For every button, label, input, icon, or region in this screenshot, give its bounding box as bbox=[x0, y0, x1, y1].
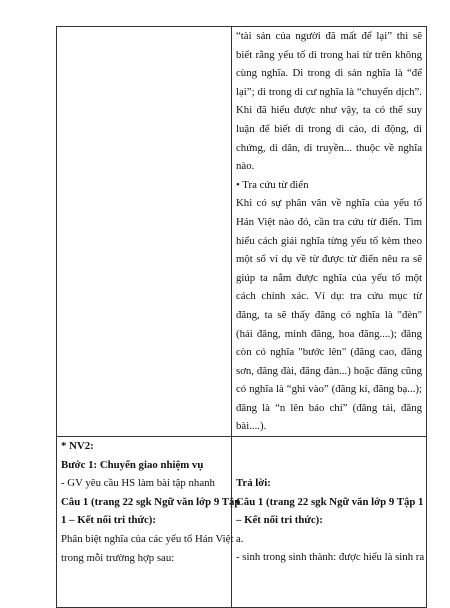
answer-question-title: Câu 1 (trang 22 sgk Ngữ văn lớp 9 Tập 1 bbox=[236, 495, 424, 508]
explanation-paragraph: “tài sản của người đã mất để lại” thì sẽ biết rằng yếu tố di trong hai từ trên không cùng nghĩa. Di trong di sản nghĩa là “để lại”; di trong di cư nghĩa là “chuyển dịch”. Khi đã hiểu được như vậy, ta có thể suy luận để biết di trong di cảo, di động, di chứng, di dân, di truyền... thuộc về nghĩa nào. bbox=[236, 30, 422, 173]
cell-spacer bbox=[236, 437, 422, 474]
task-instruction: - GV yêu cầu HS làm bài tập nhanh bbox=[61, 477, 215, 490]
answer-item-text: - sinh trong sinh thành: được hiểu là sinh ra bbox=[236, 551, 425, 564]
question-title-cont: 1 – Kết nối tri thức): bbox=[61, 514, 156, 527]
lesson-plan-table bbox=[56, 26, 427, 608]
task-heading: * NV2: bbox=[61, 440, 94, 453]
table-cell-left bbox=[57, 27, 232, 437]
dictionary-paragraph: Khi có sự phân vân về nghĩa của yếu tố Hán Việt nào đó, cần tra cứu từ điển. Tìm hiểu cách giải nghĩa từng yếu tố kèm theo một số ví dụ về từ được từ điển nêu ra sẽ giúp ta nắm được nghĩa của yếu tố một cách chính xác. Ví dụ: tra cứu mục từ đăng, ta sẽ thấy đăng có nghĩa là "đèn" (hải đăng, minh đăng, hoa đăng....); đăng còn có nghĩa "bước lên" (đăng cao, đăng sơn, đăng đài, đăng đàn...) hoặc đăng cũng có nghĩa là “ghi vào” (đăng kí, đăng bạ...); đăng là “n lên báo chí” (đăng tải, đăng bài....). bbox=[236, 197, 422, 433]
step-heading: Bước 1: Chuyển giao nhiệm vụ bbox=[61, 458, 204, 471]
table-row bbox=[57, 27, 427, 437]
question-prompt-cont: trong mỗi trường hợp sau: bbox=[61, 551, 175, 564]
answer-question-title-cont: – Kết nối tri thức): bbox=[236, 514, 323, 527]
subheading-dictionary: • Tra cứu từ điển bbox=[236, 178, 309, 191]
question-prompt: Phân biệt nghĩa của các yếu tố Hán Việt bbox=[61, 533, 234, 546]
answer-heading: Trả lời: bbox=[236, 477, 271, 490]
table-cell-right bbox=[232, 27, 427, 437]
question-title: Câu 1 (trang 22 sgk Ngữ văn lớp 9 Tập bbox=[61, 495, 241, 508]
answer-item-label: a. bbox=[236, 532, 244, 545]
